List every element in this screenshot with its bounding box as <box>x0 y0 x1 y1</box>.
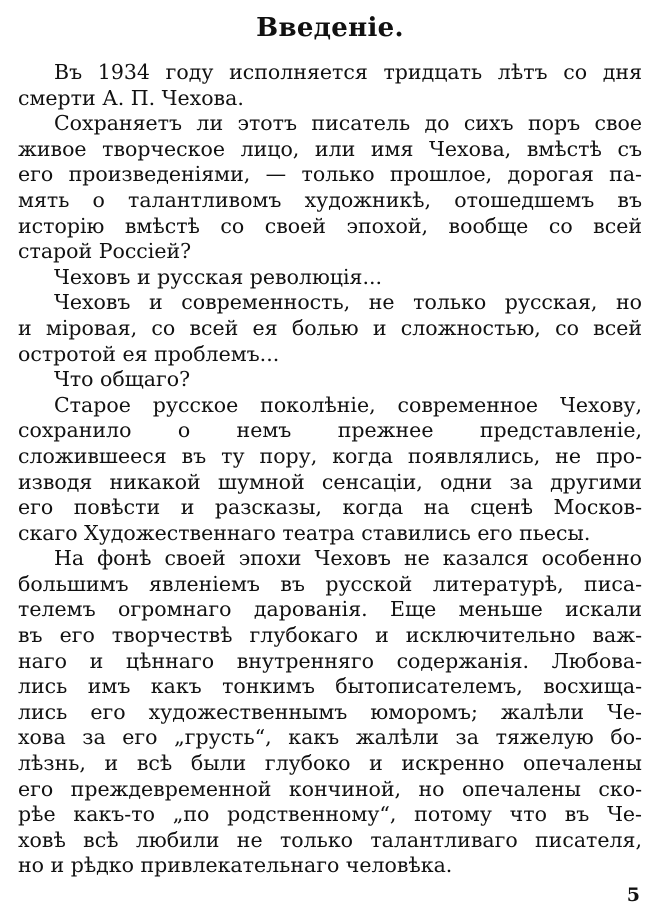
chapter-title: Введеніе. <box>256 13 404 43</box>
text-line: исторію вмѣстѣ со своей эпохой, вообще со всей <box>18 213 642 238</box>
text-line: сложившееся въ ту пору, когда появлялись, не про- <box>18 443 642 468</box>
text-line: остротой ея проблемъ... <box>18 341 280 366</box>
text-line: его преждевременной кончиной, но опечалены ско- <box>18 776 642 801</box>
page-number: 5 <box>626 884 640 906</box>
text-line: ховѣ всѣ любили не только талантливаго писателя, <box>18 827 642 852</box>
text-line: Чеховъ и современность, не только русская, но <box>54 290 642 315</box>
text-line: лись его художественнымъ юморомъ; жалѣли Че- <box>18 699 642 724</box>
text-line: живое творческое лицо, или имя Чехова, вмѣстѣ съ <box>18 136 642 161</box>
text-line: хова за его „грусть“, какъ жалѣли за тяжелую бо- <box>18 725 642 750</box>
text-line: Сохраняетъ ли этотъ писатель до сихъ поръ свое <box>54 111 642 136</box>
text-line: его произведеніями, — только прошлое, дорогая па- <box>18 162 642 187</box>
text-line: Въ 1934 году исполняется тридцать лѣтъ со дня <box>54 60 642 84</box>
text-line: Чеховъ и русская революція... <box>54 264 383 289</box>
text-line: телемъ огромнаго дарованія. Еще меньше искали <box>18 597 642 622</box>
text-line: изводя никакой шумной сенсаціи, одни за другими <box>18 469 642 494</box>
text-line: сохранило о немъ прежнее представленіе, <box>18 418 642 443</box>
text-line: и міровая, со всей ея болью и сложностью, со всей <box>18 315 642 340</box>
chapter-body <box>18 60 642 879</box>
text-line: рѣе какъ-то „по родственному“, потому что въ Че- <box>18 802 642 827</box>
text-line: лись имъ какъ тонкимъ бытописателемъ, восхища- <box>18 674 642 699</box>
text-line: но и рѣдко привлекательнаго человѣка. <box>18 853 453 878</box>
text-line: старой Россіей? <box>18 239 192 264</box>
text-line: скаго Художественнаго театра ставились его пьесы. <box>18 520 591 545</box>
text-line: наго и цѣннаго внутренняго содержанія. Любова- <box>18 648 642 673</box>
text-line: мять о талантливомъ художникѣ, отошедшемъ въ <box>18 187 642 212</box>
text-line: лѣзнь, и всѣ были глубоко и искренно опечалены <box>18 751 642 776</box>
text-line: Старое русское поколѣніе, современное Чехову, <box>54 392 642 417</box>
text-line: большимъ явленіемъ въ русской литературѣ, писа- <box>18 571 642 596</box>
text-line: На фонѣ своей эпохи Чеховъ не казался особенно <box>54 546 642 571</box>
text-line: Что общаго? <box>54 367 191 392</box>
text-line: его повѣсти и разсказы, когда на сценѣ Москов- <box>18 495 642 520</box>
text-line: въ его творчествѣ глубокаго и исключительно важ- <box>18 623 642 648</box>
text-line: смерти А. П. Чехова. <box>18 85 244 110</box>
